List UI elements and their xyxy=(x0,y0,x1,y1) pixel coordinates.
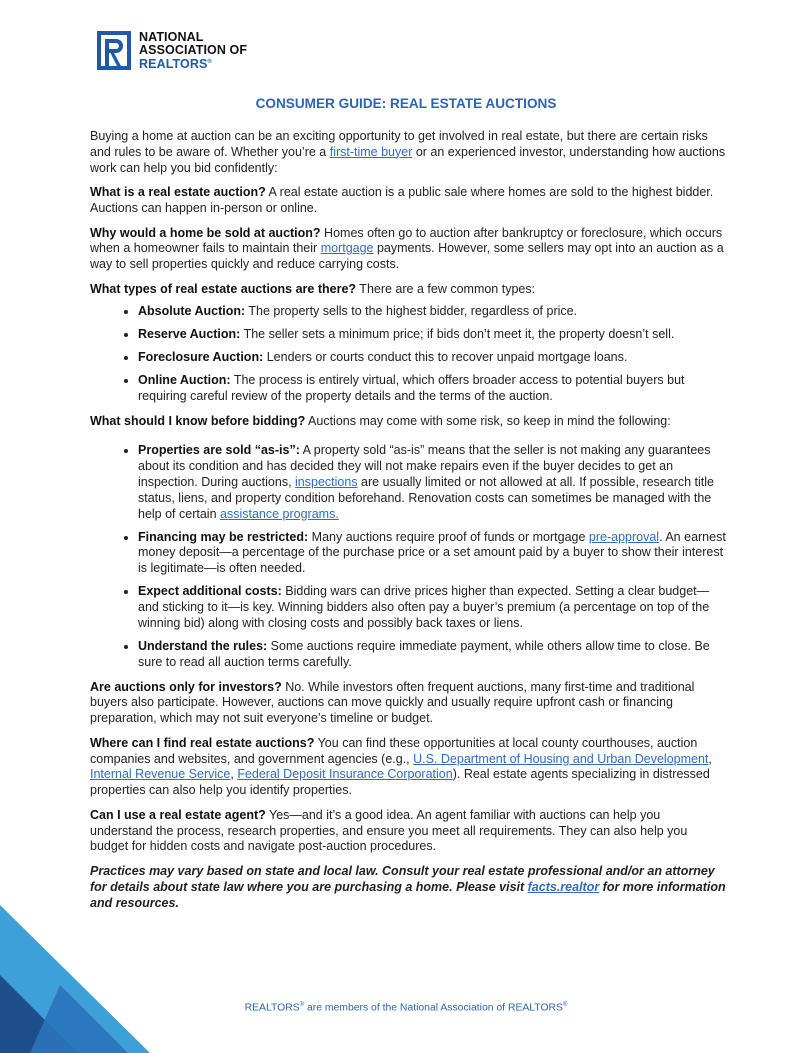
facts-realtor-link[interactable]: facts.realtor xyxy=(527,879,600,894)
list-item: • Financing may be restricted: Many auctions require proof of funds or mortgage pre-approval. An earnest money deposit—a percentage of the purchase price or a set amount paid by a buyer to show their interest is legitimate—is often needed. xyxy=(138,530,726,577)
decorative-corner-graphic xyxy=(0,905,150,1053)
list-item: • Expect additional costs: Bidding wars can drive prices higher than expected. Setting a clear budget—and sticking to it—is key. Winning bidders also often pay a buyer’s premium (a percentage on top of the winning bid) along with closing costs and possibly back taxes or liens. xyxy=(138,584,726,631)
logo-line-association: ASSOCIATION OF xyxy=(139,42,248,57)
nar-logo xyxy=(97,31,247,71)
list-item: • Reserve Auction: The seller sets a minimum price; if bids don’t meet it, the property doesn’t sell. xyxy=(138,327,726,343)
question-heading: Can I use a real estate agent? xyxy=(90,807,266,822)
list-item: • Online Auction: The process is entirely virtual, which offers broader access to potential buyers but requiring careful review of the property details and the terms of the auction. xyxy=(138,373,726,405)
inspections-link[interactable]: inspections xyxy=(295,474,358,489)
before-bidding-list xyxy=(90,443,726,671)
page-title: CONSUMER GUIDE: REAL ESTATE AUCTIONS xyxy=(255,96,557,111)
investors-paragraph: Are auctions only for investors? No. While investors often frequent auctions, many first-time and traditional buyers also participate. However, auctions can move quickly and usually require upfront cash or financing preparation, which may not suit everyone’s timeline or budget. xyxy=(90,679,695,726)
question-heading: What should I know before bidding? xyxy=(90,413,306,428)
hud-link[interactable]: U.S. Department of Housing and Urban Development xyxy=(413,751,709,766)
logo-line-national: NATIONAL xyxy=(139,30,204,44)
what-is-auction-paragraph: What is a real estate auction? A real estate auction is a public sale where homes are sold to the highest bidder. Auctions can happen in-person or online. xyxy=(90,185,714,215)
why-auction-paragraph: Why would a home be sold at auction? Homes often go to auction after bankruptcy or foreclosure, which occurs when a homeowner fails to maintain their mortgage payments. However, some sellers may opt into an auction as a way to sell properties quickly and reduce carrying costs. xyxy=(90,225,724,272)
question-heading: Where can I find real estate auctions? xyxy=(90,735,315,750)
irs-link[interactable]: Internal Revenue Service xyxy=(90,767,231,782)
disclaimer-paragraph: Practices may vary based on state and local law. Consult your real estate professional and/or an attorney for details about state law where you are purchasing a home. Please visit facts.realtor for more information and resources. xyxy=(90,864,726,910)
mortgage-link[interactable]: mortgage xyxy=(320,241,374,256)
guide-body xyxy=(90,129,726,920)
before-bidding-paragraph: What should I know before bidding? Auctions may come with some risk, so keep in mind the following: xyxy=(90,413,671,428)
list-item: • Absolute Auction: The property sells to the highest bidder, regardless of price. xyxy=(138,304,726,320)
question-heading: What types of real estate auctions are there? xyxy=(90,281,357,296)
list-item: • Foreclosure Auction: Lenders or courts conduct this to recover unpaid mortgage loans. xyxy=(138,350,726,366)
agent-paragraph: Can I use a real estate agent? Yes—and it’s a good idea. An agent familiar with auctions can help you understand the process, research properties, and ensure you meet all requirements. They can also help you budget for hidden costs and navigate post-auction procedures. xyxy=(90,807,688,854)
logo-line-realtors: REALTORS® xyxy=(139,57,212,71)
question-heading: Why would a home be sold at auction? xyxy=(90,225,321,240)
question-heading: What is a real estate auction? xyxy=(90,185,266,200)
first-time-buyer-link[interactable]: first-time buyer xyxy=(329,144,413,159)
intro-paragraph: Buying a home at auction can be an exciting opportunity to get involved in real estate, but there are certain risks and rules to be aware of. Whether you’re a first-time buyer or an experienced investor, understanding how auctions work can help you bid confidently: xyxy=(90,129,726,175)
auction-types-list xyxy=(90,304,726,405)
auction-types-paragraph: What types of real estate auctions are there? There are a few common types: xyxy=(90,281,536,296)
where-auctions-paragraph: Where can I find real estate auctions? You can find these opportunities at local county courthouses, auction companies and websites, and government agencies (e.g., U.S. Department of Housing and Urban Development, Internal Revenue Service, Federal Deposit Insurance Corporation). Real estate agents specializing in distressed properties can also help you identify properties. xyxy=(90,735,712,798)
footer-note: REALTORS® are members of the National Association of REALTORS® xyxy=(244,1002,568,1014)
pre-approval-link[interactable]: pre-approval xyxy=(588,529,660,544)
realtor-r-logo-icon xyxy=(97,31,131,70)
list-item: • Understand the rules: Some auctions require immediate payment, while others allow time to close. Be sure to read all auction terms carefully. xyxy=(138,639,726,671)
logo-wordmark xyxy=(139,31,247,71)
fdic-link[interactable]: Federal Deposit Insurance Corporation xyxy=(237,767,453,782)
question-heading: Are auctions only for investors? xyxy=(90,679,282,694)
list-item: • Properties are sold “as-is”: A property sold “as-is” means that the seller is not making any guarantees about its condition and has decided they will not make repairs even if the buyer decides to get an inspection. During auctions, inspections are usually limited or not allowed at all. If possible, research title status, liens, and property condition beforehand. Renovation costs can sometimes be managed with the help of certain assistance programs. xyxy=(138,443,726,522)
assistance-programs-link[interactable]: assistance programs. xyxy=(220,506,339,521)
